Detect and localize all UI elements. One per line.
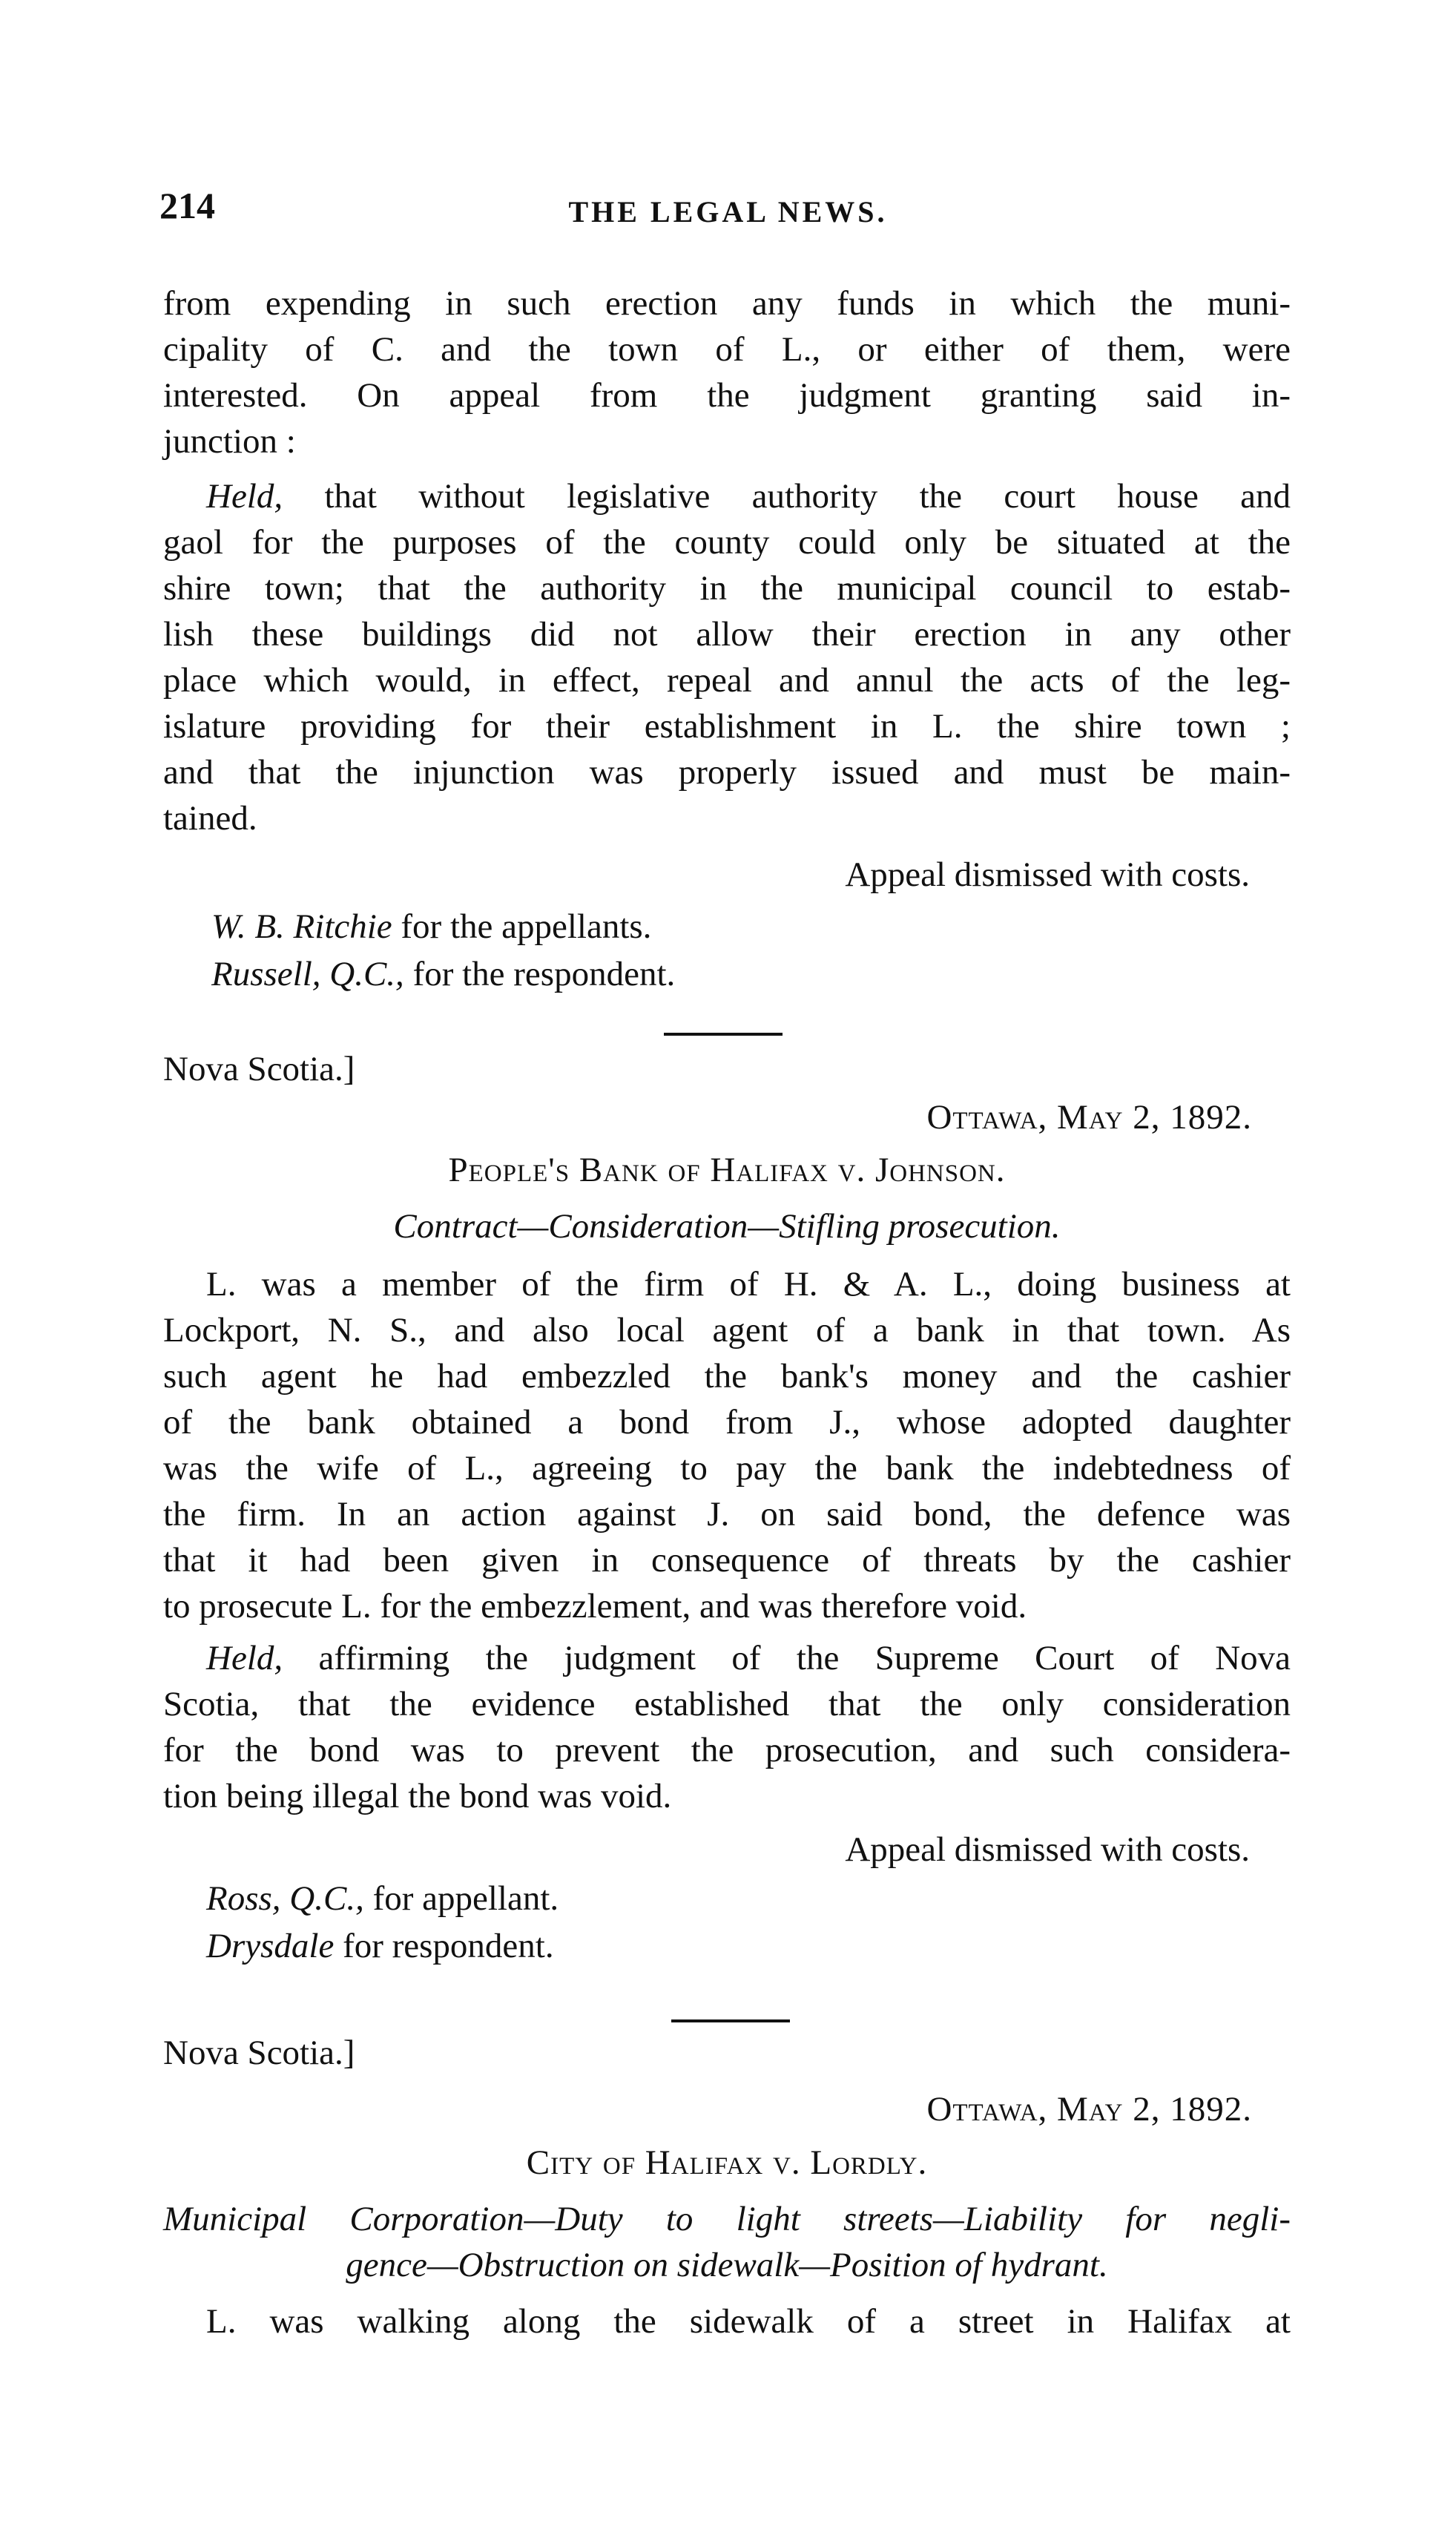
case1-held-line-1: [206, 473, 1291, 519]
case2-counsel-appellant: [206, 1876, 1334, 1922]
running-title: THE LEGAL NEWS.: [568, 195, 888, 229]
section-divider-2: [671, 2019, 790, 2022]
case3-place-date: Ottawa, May 2, 1892.: [926, 2090, 1252, 2129]
counsel-name: Drysdale: [206, 1927, 335, 1965]
case3-facts-line-1: L. was walking along the sidewalk of a street in Halifax at: [206, 2302, 1291, 2341]
case2-held-line-2: Scotia, that the evidence established that the only consideration: [163, 1685, 1291, 1723]
case3-subject-line-2: gence—Obstruction on sidewalk—Position of hydrant.: [346, 2246, 1108, 2284]
case3-province: Nova Scotia.]: [163, 2034, 355, 2072]
case1-para1-line-3: interested. On appeal from the judgment granting said in-: [163, 376, 1291, 415]
counsel-role: for appellant.: [363, 1879, 559, 1918]
case2-subject: Contract—Consideration—Stifling prosecution.: [393, 1207, 1061, 1246]
case2-facts-line-3: such agent he had embezzled the bank's money and the cashier: [163, 1357, 1291, 1396]
case2-facts-line-5: was the wife of L., agreeing to pay the bank the indebtedness of: [163, 1449, 1291, 1488]
case1-para1-line-2: cipality of C. and the town of L., or either of them, were: [163, 330, 1291, 369]
case3-title: City of Halifax v. Lordly.: [526, 2143, 928, 2182]
case2-facts-line-1: L. was a member of the firm of H. & A. L., doing business at: [206, 1265, 1291, 1304]
case2-held-line-3: for the bond was to prevent the prosecution, and such considera-: [163, 1731, 1291, 1769]
case3-subject-line-1: Municipal Corporation—Duty to light streets—Liability for negli-: [163, 2200, 1291, 2238]
case1-counsel-respondent: [211, 951, 1339, 997]
held-label: Held,: [206, 477, 283, 516]
counsel-role: for the appellants.: [392, 907, 652, 946]
case2-held-line-4: tion being illegal the bond was void.: [163, 1777, 672, 1815]
counsel-role: for the respondent.: [403, 955, 676, 993]
counsel-name: W. B. Ritchie: [211, 907, 392, 946]
page-number: 214: [159, 185, 215, 226]
case1-para1-line-4: junction :: [163, 422, 296, 461]
counsel-role: for respondent.: [334, 1927, 554, 1965]
counsel-name: Ross, Q.C.,: [206, 1879, 364, 1918]
counsel-name: Russell, Q.C.,: [211, 955, 404, 993]
case1-para1-line-1: from expending in such erection any funds in which the muni-: [163, 284, 1291, 323]
case2-facts-line-8: to prosecute L. for the embezzlement, and was therefore void.: [163, 1587, 1027, 1626]
case1-held-line-8: tained.: [163, 799, 257, 838]
case2-province: Nova Scotia.]: [163, 1050, 355, 1088]
case1-held-line-2: gaol for the purposes of the county could only be situated at the: [163, 523, 1291, 562]
case2-facts-line-7: that it had been given in consequence of threats by the cashier: [163, 1541, 1291, 1580]
held-text: affirming the judgment of the Supreme Court of Nova: [318, 1639, 1291, 1677]
case1-held-line-3: shire town; that the authority in the municipal council to estab-: [163, 569, 1291, 608]
case2-title: People's Bank of Halifax v. Johnson.: [448, 1151, 1006, 1189]
case2-counsel-respondent: [206, 1923, 1334, 1969]
case1-held-line-5: place which would, in effect, repeal and annul the acts of the leg-: [163, 661, 1291, 700]
held-text: that without legislative authority the court house and: [324, 477, 1291, 516]
case2-facts-line-6: the firm. In an action against J. on said bond, the defence was: [163, 1495, 1291, 1534]
case2-facts-line-2: Lockport, N. S., and also local agent of a bank in that town. As: [163, 1311, 1291, 1350]
case1-held-line-6: islature providing for their establishment in L. the shire town ;: [163, 707, 1291, 746]
case1-held-line-7: and that the injunction was properly issued and must be main-: [163, 753, 1291, 792]
case1-held-line-4: lish these buildings did not allow their erection in any other: [163, 615, 1291, 654]
section-divider-1: [664, 1033, 783, 1036]
case2-disposition: Appeal dismissed with costs.: [845, 1830, 1250, 1869]
case1-counsel-appellant: [211, 904, 1339, 950]
case2-facts-line-4: of the bank obtained a bond from J., whose adopted daughter: [163, 1403, 1291, 1442]
case1-disposition: Appeal dismissed with costs.: [845, 855, 1250, 894]
case2-held-line-1: [206, 1635, 1291, 1681]
case2-place-date: Ottawa, May 2, 1892.: [926, 1098, 1252, 1137]
held-label: Held,: [206, 1639, 283, 1677]
